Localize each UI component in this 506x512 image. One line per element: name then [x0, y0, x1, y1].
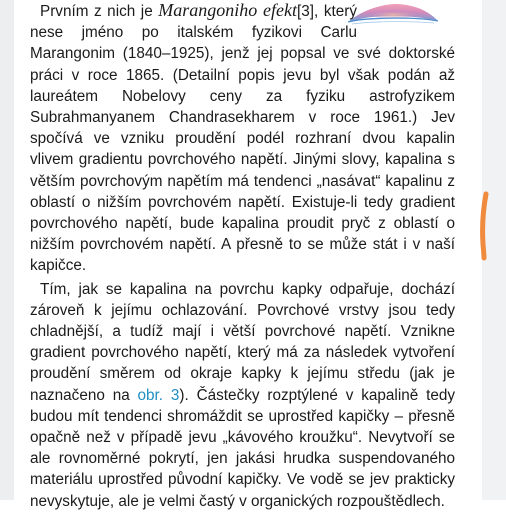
paragraph-1-text: , který nese jméno po italském fyzikovi Carlu Marangonim (1840–1925), jenž jej popsal ve své doktorské práci v roce 1865. (Detailní popis jevu byl však podán až laureátem Nobelovy ceny za fyziku astrofyzikem Subrahmanyanem Chandrasekharem v roce 1961.) Jev spočívá ve vzniku proudění podél rozhraní dvou kapalin vlivem gradientu povrchového napětí. Jinými slovy, kapalina s větším povrchovým napětím má tendenci „nasávat“ kapalinu z oblastí o nižším povrchovém napětí. Existuje-li tedy gradient povrchového napětí, bude kapalina proudit pryč z oblastí o nižším povrchovém napětí. A přesně to se může stát i v naší kapičce.	[30, 3, 455, 275]
reference-3[interactable]: [3]	[297, 3, 315, 20]
paragraph-1-intro: Prvním z nich je	[40, 3, 159, 20]
screen-edge-left	[0, 0, 14, 500]
figure-3-link[interactable]: obr. 3	[137, 386, 180, 404]
paragraph-marangoni	[30, 0, 455, 277]
paragraph-evaporation	[30, 279, 455, 512]
marangoni-effect-term: Marangoniho efekt	[158, 0, 298, 20]
paragraph-2-text-b: ). Částečky rozptýlené v kapalině tedy budou mít tendenci shromáždit se uprostřed kapičky – přesně opačně než v případě jevu „kávového kroužku“. Nevytvoří se ale rovnoměrné pokrytí, jen jakási hrudka suspendovaného materiálu uprostřed původní kapičky. Ve vodě se jev prakticky nevyskytuje, ale je velmi častý v organických rozpouštědlech.	[30, 386, 455, 510]
orange-pen-annotation	[478, 190, 490, 262]
image-wrap-space	[357, 0, 455, 26]
paragraph-2-text-a: Tím, jak se kapalina na povrchu kapky odpařuje, dochází zároveň k jejímu ochlazování. Povrchové vrstvy jsou tedy chladnější, a tudíž mají i větší povrchové napětí. Vznikne gradient povrchového napětí, který má za následek vytvoření proudění směrem od okraje kapky k jejímu středu (jak je naznačeno na	[30, 280, 455, 404]
article-body	[30, 0, 455, 512]
